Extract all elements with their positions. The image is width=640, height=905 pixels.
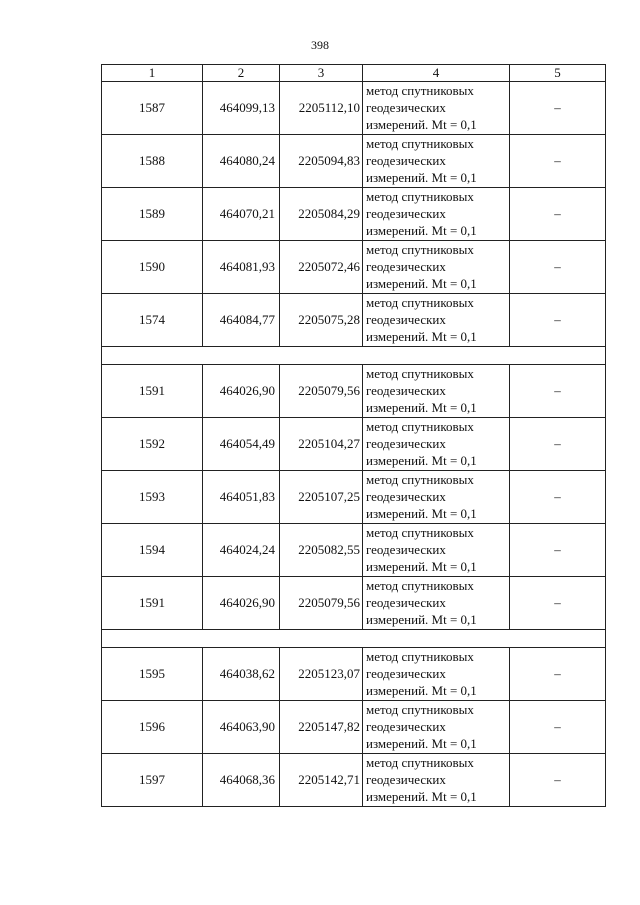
y-coordinate-cell: 2205147,82 xyxy=(280,701,363,754)
method-description-line: измерений. Mt = 0,1 xyxy=(366,117,477,132)
note-cell: – xyxy=(510,82,606,135)
group-separator-row xyxy=(102,347,606,365)
method-description-cell xyxy=(363,188,510,241)
method-description-line: метод спутниковых xyxy=(366,525,474,540)
y-coordinate-cell: 2205075,28 xyxy=(280,294,363,347)
method-description-line: измерений. Mt = 0,1 xyxy=(366,453,477,468)
note-cell: – xyxy=(510,365,606,418)
x-coordinate-cell: 464024,24 xyxy=(203,524,280,577)
point-id-cell: 1597 xyxy=(102,754,203,807)
y-coordinate-cell: 2205107,25 xyxy=(280,471,363,524)
x-coordinate-cell: 464026,90 xyxy=(203,577,280,630)
note-cell: – xyxy=(510,471,606,524)
method-description-line: метод спутниковых xyxy=(366,295,474,310)
x-coordinate-cell: 464070,21 xyxy=(203,188,280,241)
method-description-line: измерений. Mt = 0,1 xyxy=(366,506,477,521)
method-description-line: измерений. Mt = 0,1 xyxy=(366,789,477,804)
method-description-cell xyxy=(363,365,510,418)
note-cell: – xyxy=(510,754,606,807)
point-id-cell: 1587 xyxy=(102,82,203,135)
method-description-line: геодезических xyxy=(366,772,446,787)
table-row xyxy=(102,471,606,524)
x-coordinate-cell: 464054,49 xyxy=(203,418,280,471)
header-cell-point: 1 xyxy=(102,65,203,82)
y-coordinate-cell: 2205112,10 xyxy=(280,82,363,135)
x-coordinate-cell: 464026,90 xyxy=(203,365,280,418)
method-description-line: измерений. Mt = 0,1 xyxy=(366,276,477,291)
note-cell: – xyxy=(510,135,606,188)
method-description-line: измерений. Mt = 0,1 xyxy=(366,400,477,415)
point-id-cell: 1594 xyxy=(102,524,203,577)
method-description-line: метод спутниковых xyxy=(366,189,474,204)
method-description-line: геодезических xyxy=(366,595,446,610)
point-id-cell: 1593 xyxy=(102,471,203,524)
method-description-line: метод спутниковых xyxy=(366,578,474,593)
method-description-line: метод спутниковых xyxy=(366,366,474,381)
method-description-cell xyxy=(363,754,510,807)
point-id-cell: 1591 xyxy=(102,577,203,630)
table-row xyxy=(102,188,606,241)
method-description-line: метод спутниковых xyxy=(366,472,474,487)
header-cell-method: 4 xyxy=(363,65,510,82)
method-description-cell xyxy=(363,294,510,347)
table-row xyxy=(102,754,606,807)
note-cell: – xyxy=(510,701,606,754)
note-cell: – xyxy=(510,294,606,347)
table-row xyxy=(102,701,606,754)
method-description-line: метод спутниковых xyxy=(366,755,474,770)
group-separator-cell xyxy=(102,347,606,365)
method-description-line: метод спутниковых xyxy=(366,136,474,151)
method-description-line: геодезических xyxy=(366,153,446,168)
table-row xyxy=(102,294,606,347)
x-coordinate-cell: 464038,62 xyxy=(203,648,280,701)
method-description-line: геодезических xyxy=(366,542,446,557)
method-description-line: измерений. Mt = 0,1 xyxy=(366,736,477,751)
point-id-cell: 1592 xyxy=(102,418,203,471)
method-description-line: метод спутниковых xyxy=(366,702,474,717)
y-coordinate-cell: 2205104,27 xyxy=(280,418,363,471)
method-description-cell xyxy=(363,82,510,135)
note-cell: – xyxy=(510,418,606,471)
method-description-line: измерений. Mt = 0,1 xyxy=(366,329,477,344)
method-description-cell xyxy=(363,701,510,754)
group-separator-row xyxy=(102,630,606,648)
table-body xyxy=(102,82,606,807)
table-row xyxy=(102,82,606,135)
page-number: 398 xyxy=(311,38,329,52)
method-description-line: метод спутниковых xyxy=(366,649,474,664)
point-id-cell: 1574 xyxy=(102,294,203,347)
method-description-line: геодезических xyxy=(366,489,446,504)
table-row xyxy=(102,365,606,418)
y-coordinate-cell: 2205079,56 xyxy=(280,365,363,418)
table-row xyxy=(102,648,606,701)
method-description-line: измерений. Mt = 0,1 xyxy=(366,170,477,185)
header-cell-x: 2 xyxy=(203,65,280,82)
x-coordinate-cell: 464081,93 xyxy=(203,241,280,294)
y-coordinate-cell: 2205079,56 xyxy=(280,577,363,630)
note-cell: – xyxy=(510,524,606,577)
x-coordinate-cell: 464084,77 xyxy=(203,294,280,347)
note-cell: – xyxy=(510,188,606,241)
table-row xyxy=(102,241,606,294)
y-coordinate-cell: 2205082,55 xyxy=(280,524,363,577)
method-description-line: измерений. Mt = 0,1 xyxy=(366,223,477,238)
method-description-cell xyxy=(363,241,510,294)
point-id-cell: 1596 xyxy=(102,701,203,754)
coordinates-table xyxy=(101,64,606,807)
method-description-line: геодезических xyxy=(366,719,446,734)
header-cell-note: 5 xyxy=(510,65,606,82)
x-coordinate-cell: 464099,13 xyxy=(203,82,280,135)
table-row xyxy=(102,577,606,630)
point-id-cell: 1588 xyxy=(102,135,203,188)
method-description-line: геодезических xyxy=(366,312,446,327)
method-description-line: геодезических xyxy=(366,259,446,274)
y-coordinate-cell: 2205072,46 xyxy=(280,241,363,294)
method-description-line: измерений. Mt = 0,1 xyxy=(366,683,477,698)
table-header xyxy=(102,65,606,82)
table-row xyxy=(102,135,606,188)
header-row xyxy=(102,65,606,82)
y-coordinate-cell: 2205094,83 xyxy=(280,135,363,188)
method-description-cell xyxy=(363,577,510,630)
table-row xyxy=(102,418,606,471)
note-cell: – xyxy=(510,648,606,701)
point-id-cell: 1595 xyxy=(102,648,203,701)
method-description-line: измерений. Mt = 0,1 xyxy=(366,559,477,574)
x-coordinate-cell: 464051,83 xyxy=(203,471,280,524)
method-description-line: геодезических xyxy=(366,100,446,115)
note-cell: – xyxy=(510,241,606,294)
x-coordinate-cell: 464080,24 xyxy=(203,135,280,188)
y-coordinate-cell: 2205084,29 xyxy=(280,188,363,241)
method-description-line: метод спутниковых xyxy=(366,242,474,257)
method-description-cell xyxy=(363,135,510,188)
method-description-cell xyxy=(363,418,510,471)
method-description-line: метод спутниковых xyxy=(366,419,474,434)
point-id-cell: 1589 xyxy=(102,188,203,241)
note-cell: – xyxy=(510,577,606,630)
y-coordinate-cell: 2205142,71 xyxy=(280,754,363,807)
group-separator-cell xyxy=(102,630,606,648)
method-description-line: геодезических xyxy=(366,436,446,451)
method-description-cell xyxy=(363,648,510,701)
point-id-cell: 1590 xyxy=(102,241,203,294)
header-cell-y: 3 xyxy=(280,65,363,82)
x-coordinate-cell: 464063,90 xyxy=(203,701,280,754)
point-id-cell: 1591 xyxy=(102,365,203,418)
method-description-line: геодезических xyxy=(366,383,446,398)
x-coordinate-cell: 464068,36 xyxy=(203,754,280,807)
table-row xyxy=(102,524,606,577)
y-coordinate-cell: 2205123,07 xyxy=(280,648,363,701)
method-description-line: метод спутниковых xyxy=(366,83,474,98)
method-description-line: геодезических xyxy=(366,666,446,681)
method-description-cell xyxy=(363,471,510,524)
method-description-line: геодезических xyxy=(366,206,446,221)
method-description-line: измерений. Mt = 0,1 xyxy=(366,612,477,627)
method-description-cell xyxy=(363,524,510,577)
